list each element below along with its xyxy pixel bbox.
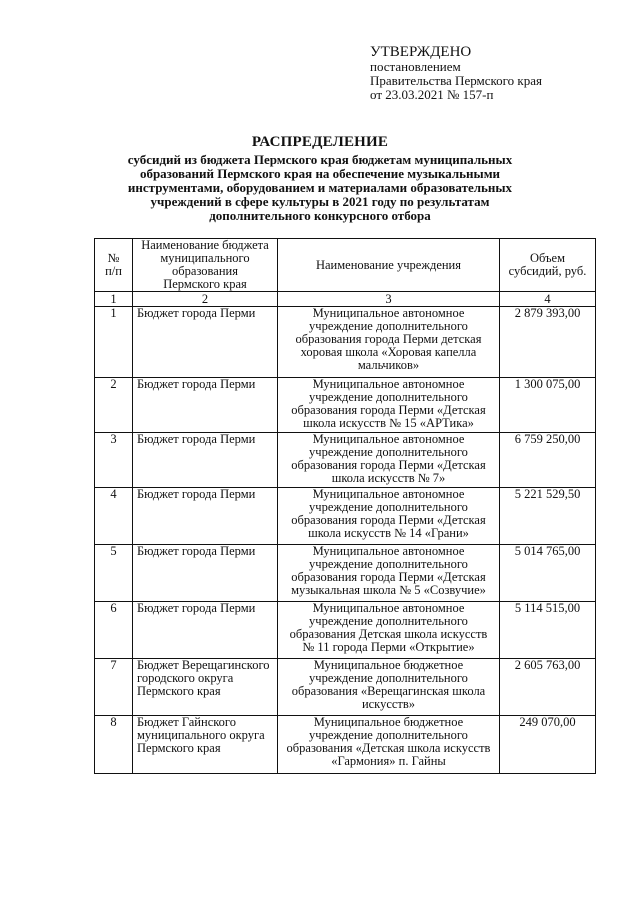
approval-line-2: Правительства Пермского края xyxy=(370,73,542,88)
table-header-row xyxy=(95,239,596,292)
row-amount: 2 879 393,00 xyxy=(500,307,596,378)
budget-line: Пермского края xyxy=(137,684,221,698)
row-amount: 6 759 250,00 xyxy=(500,433,596,488)
row-budget xyxy=(133,433,278,488)
subtitle-line: дополнительного конкурсного отбора xyxy=(209,208,431,223)
institution-line: учреждение дополнительного xyxy=(309,614,468,628)
budget-line: Бюджет города Перми xyxy=(137,544,256,558)
institution-line: Муниципальное автономное xyxy=(312,377,465,391)
row-amount: 2 605 763,00 xyxy=(500,659,596,716)
table-row xyxy=(95,716,596,774)
institution-line: школа искусств № 7» xyxy=(331,471,446,485)
institution-line: Муниципальное автономное xyxy=(312,544,465,558)
approval-line-3: от 23.03.2021 № 157-п xyxy=(370,87,494,102)
institution-line: учреждение дополнительного xyxy=(309,728,468,742)
row-number: 3 xyxy=(95,433,133,488)
institution-line: образования города Перми «Детская xyxy=(291,403,486,417)
institution-line: образования города Перми «Детская xyxy=(291,513,486,527)
institution-line: хоровая школа «Хоровая капелла xyxy=(300,345,477,359)
institution-line: образования «Детская школа искусств xyxy=(286,741,491,755)
institution-line: школа искусств № 14 «Грани» xyxy=(308,526,469,540)
column-number: 2 xyxy=(133,292,278,307)
institution-line: музыкальная школа № 5 «Созвучие» xyxy=(291,583,486,597)
row-budget xyxy=(133,488,278,545)
table-row xyxy=(95,659,596,716)
row-institution xyxy=(278,488,500,545)
institution-line: «Гармония» п. Гайны xyxy=(331,754,446,768)
institution-line: № 11 города Перми «Открытие» xyxy=(302,640,475,654)
header-number: № п/п xyxy=(95,239,133,292)
subtitle-line: инструментами, оборудованием и материалами образовательных xyxy=(127,180,513,195)
budget-line: Бюджет Гайнского xyxy=(137,715,236,729)
institution-line: Муниципальное бюджетное xyxy=(313,715,464,729)
row-budget xyxy=(133,378,278,433)
row-institution xyxy=(278,307,500,378)
budget-line: Бюджет Верещагинского xyxy=(137,658,270,672)
budget-line: городского округа xyxy=(137,671,234,685)
institution-line: школа искусств № 15 «АРТика» xyxy=(303,416,474,430)
budget-line: Бюджет города Перми xyxy=(137,432,256,446)
institution-line: Муниципальное автономное xyxy=(312,601,465,615)
approval-title: УТВЕРЖДЕНО xyxy=(370,44,472,60)
row-institution xyxy=(278,716,500,774)
row-number: 4 xyxy=(95,488,133,545)
row-number: 7 xyxy=(95,659,133,716)
institution-line: Муниципальное автономное xyxy=(312,306,465,320)
table-row xyxy=(95,307,596,378)
table-row xyxy=(95,433,596,488)
row-number: 8 xyxy=(95,716,133,774)
header-budget: Наименование бюджета муниципального образования Пермского края xyxy=(133,239,278,292)
budget-line: Пермского края xyxy=(137,741,221,755)
institution-line: образования города Перми детская xyxy=(295,332,482,346)
institution-line: искусств» xyxy=(361,697,416,711)
table-row xyxy=(95,488,596,545)
budget-line: Бюджет города Перми xyxy=(137,377,256,391)
institution-line: Муниципальное бюджетное xyxy=(313,658,464,672)
row-budget xyxy=(133,307,278,378)
column-number: 3 xyxy=(278,292,500,307)
row-institution xyxy=(278,433,500,488)
subtitle-line: учреждений в сфере культуры в 2021 году по результатам xyxy=(150,194,490,209)
subtitle-line: образований Пермского края на обеспечение музыкальными xyxy=(139,166,501,181)
column-number-row xyxy=(95,292,596,307)
row-amount: 249 070,00 xyxy=(500,716,596,774)
institution-line: Муниципальное автономное xyxy=(312,432,465,446)
table-row xyxy=(95,378,596,433)
institution-line: образования города Перми «Детская xyxy=(291,570,486,584)
institution-line: учреждение дополнительного xyxy=(309,390,468,404)
budget-line: Бюджет города Перми xyxy=(137,601,256,615)
approval-stamp xyxy=(370,44,542,102)
subtitle-line: субсидий из бюджета Пермского края бюджетам муниципальных xyxy=(127,152,513,167)
budget-line: Бюджет города Перми xyxy=(137,306,256,320)
distribution-table xyxy=(94,238,596,774)
column-number: 4 xyxy=(500,292,596,307)
row-amount: 1 300 075,00 xyxy=(500,378,596,433)
row-amount: 5 221 529,50 xyxy=(500,488,596,545)
institution-line: образования Детская школа искусств xyxy=(289,627,488,641)
institution-line: учреждение дополнительного xyxy=(309,671,468,685)
document-subtitle xyxy=(100,153,540,223)
table-body xyxy=(95,307,596,774)
budget-line: муниципального округа xyxy=(137,728,265,742)
row-number: 6 xyxy=(95,602,133,659)
table-row xyxy=(95,602,596,659)
row-budget xyxy=(133,602,278,659)
institution-line: мальчиков» xyxy=(357,358,420,372)
document-title: РАСПРЕДЕЛЕНИЕ xyxy=(251,134,389,150)
row-budget xyxy=(133,716,278,774)
header-institution: Наименование учреждения xyxy=(278,239,500,292)
table-row xyxy=(95,545,596,602)
institution-line: образования «Верещагинская школа xyxy=(291,684,486,698)
institution-line: учреждение дополнительного xyxy=(309,557,468,571)
row-number: 2 xyxy=(95,378,133,433)
header-amount: Объем субсидий, руб. xyxy=(500,239,596,292)
column-number: 1 xyxy=(95,292,133,307)
approval-line-1: постановлением xyxy=(370,59,461,74)
institution-line: учреждение дополнительного xyxy=(309,445,468,459)
row-number: 5 xyxy=(95,545,133,602)
row-institution xyxy=(278,602,500,659)
row-number: 1 xyxy=(95,307,133,378)
row-institution xyxy=(278,659,500,716)
row-amount: 5 114 515,00 xyxy=(500,602,596,659)
row-institution xyxy=(278,545,500,602)
institution-line: учреждение дополнительного xyxy=(309,500,468,514)
institution-line: Муниципальное автономное xyxy=(312,487,465,501)
budget-line: Бюджет города Перми xyxy=(137,487,256,501)
row-institution xyxy=(278,378,500,433)
row-amount: 5 014 765,00 xyxy=(500,545,596,602)
institution-line: учреждение дополнительного xyxy=(309,319,468,333)
row-budget xyxy=(133,545,278,602)
row-budget xyxy=(133,659,278,716)
institution-line: образования города Перми «Детская xyxy=(291,458,486,472)
